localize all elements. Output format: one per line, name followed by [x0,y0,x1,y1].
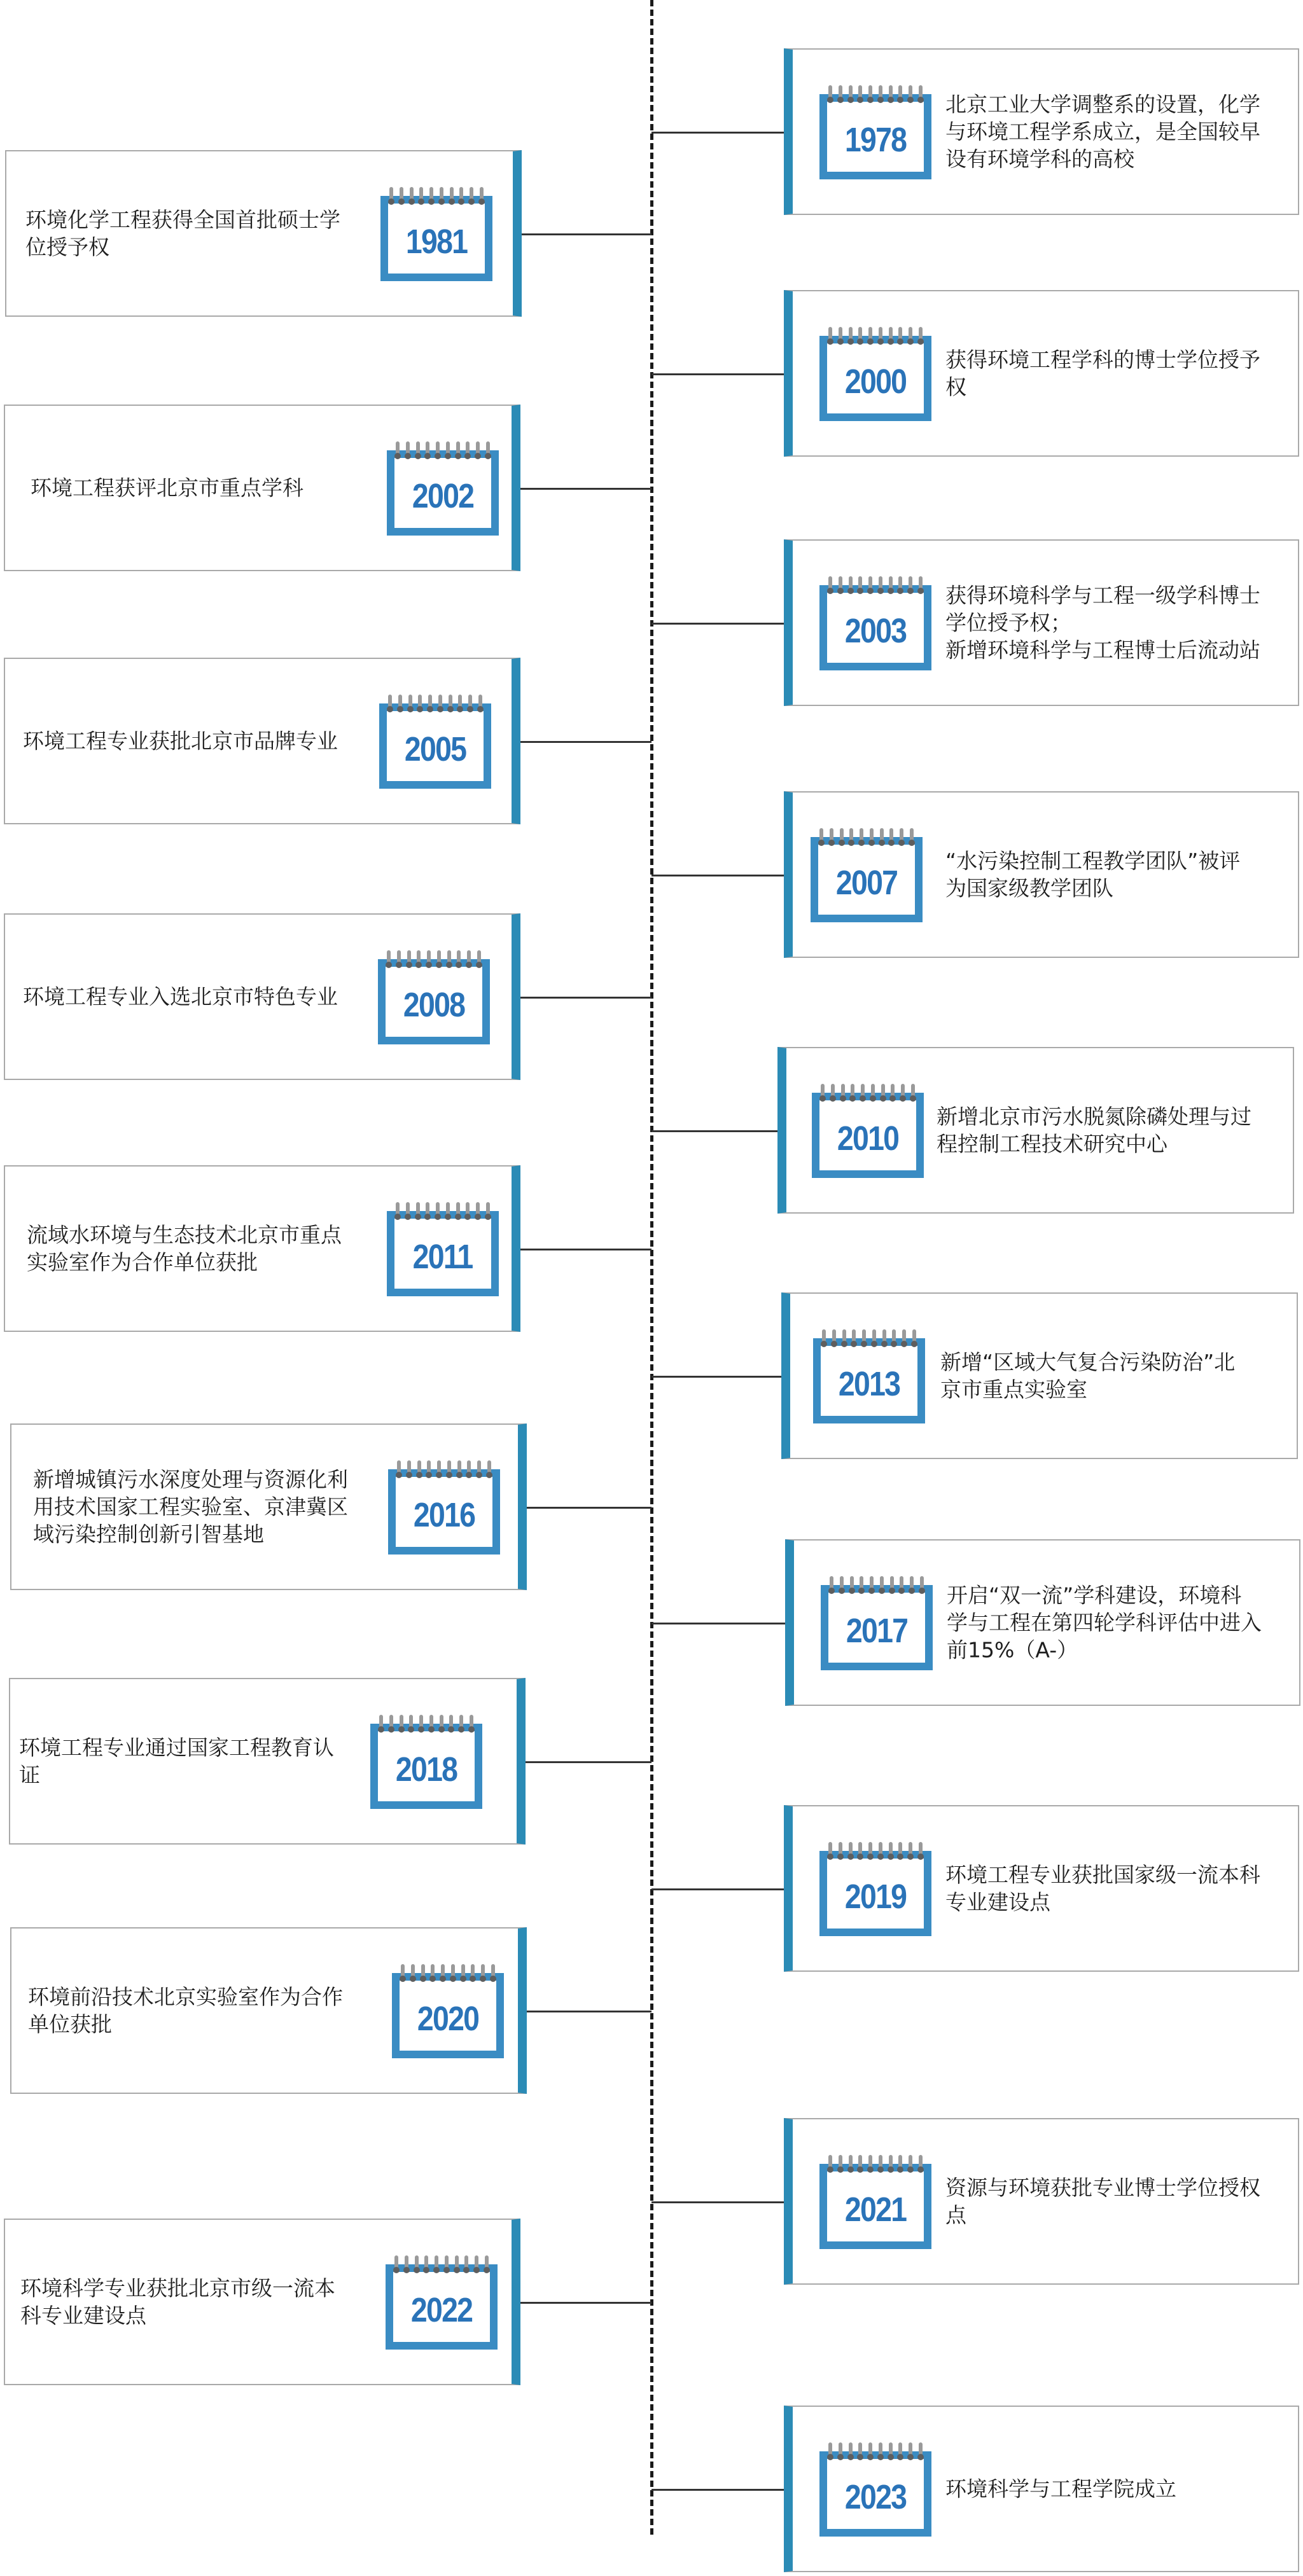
event-card-2017 [785,1539,1300,1706]
calendar-icon [392,1964,504,2058]
calendar-icon [378,950,490,1044]
event-description: 环境工程专业获批国家级一流本科 专业建设点 [945,1862,1260,1915]
event-card-2007 [784,791,1299,958]
calendar-icon [370,1715,482,1809]
calendar-icon [387,1202,499,1296]
event-description: 流域水环境与生态技术北京市重点 实验室作为合作单位获批 [27,1222,342,1275]
calendar-icon [388,1460,500,1555]
event-description: 新增城镇污水深度处理与资源化利 用技术国家工程实验室、京津冀区 域污染控制创新引智基地 [33,1467,348,1547]
event-card-2010 [777,1047,1294,1214]
calendar-icon [813,1329,925,1423]
event-card-2013 [781,1292,1298,1459]
connector-line [527,2011,652,2012]
event-year: 2007 [835,864,898,902]
calendar-icon [819,2442,931,2537]
event-year: 2003 [844,612,907,650]
event-description: 获得环境工程学科的博士学位授予 权 [945,347,1260,399]
event-description: 环境工程专业通过国家工程教育认 证 [19,1735,334,1787]
event-description: 开启“双一流”学科建设，环境科 学与工程在第四轮学科评估中进入 前15%（A-） [947,1582,1262,1663]
event-description: “水污染控制工程教学团队”被评 为国家级教学团队 [945,848,1241,901]
connector-line [652,1130,777,1132]
event-card-2002 [4,405,520,571]
event-card-2018 [9,1678,526,1845]
event-year: 2020 [417,2000,479,2038]
event-year: 1978 [844,121,907,159]
event-description: 环境工程专业获批北京市品牌专业 [23,728,338,754]
event-year: 2008 [403,986,465,1024]
connector-line [522,233,652,235]
event-card-1981 [5,150,522,317]
connector-line [520,741,652,743]
calendar-icon [379,695,491,789]
event-year: 2000 [844,363,907,401]
event-description: 获得环境科学与工程一级学科博士 学位授予权； 新增环境科学与工程博士后流动站 [945,583,1260,663]
event-year: 2018 [395,1750,457,1789]
connector-line [652,132,784,134]
connector-line [652,1888,784,1890]
event-year: 2022 [410,2291,473,2329]
connector-line [652,1623,785,1624]
event-description: 北京工业大学调整系的设置，化学 与环境工程学系成立，是全国较早 设有环境学科的高校 [945,92,1260,172]
connector-line [652,2201,784,2203]
event-year: 2010 [837,1119,899,1158]
connector-line [520,2302,652,2304]
event-card-2022 [4,2219,520,2385]
event-card-1978 [784,48,1299,215]
calendar-icon [819,85,931,179]
event-card-2020 [10,1927,527,2094]
event-description: 环境科学与工程学院成立 [945,2476,1176,2502]
calendar-icon [811,828,923,922]
event-year: 2002 [412,477,474,515]
event-year: 2019 [844,1878,907,1916]
event-year: 2011 [413,1238,473,1276]
event-card-2003 [784,539,1299,706]
event-card-2011 [4,1165,520,1332]
connector-line [652,2489,784,2491]
connector-line [652,1376,781,1378]
calendar-icon [387,441,499,536]
calendar-icon [819,1842,931,1936]
event-description: 新增北京市污水脱氮除磷处理与过 程控制工程技术研究中心 [937,1104,1251,1156]
event-year: 2017 [846,1612,908,1650]
event-card-2016 [10,1423,527,1590]
calendar-icon [821,1576,933,1670]
event-year: 2005 [404,730,466,768]
connector-line [527,1507,652,1509]
event-description: 资源与环境获批专业博士学位授权 点 [945,2175,1260,2227]
event-card-2023 [784,2406,1299,2572]
calendar-icon [380,187,492,281]
event-year: 1981 [405,223,468,261]
event-card-2008 [4,913,520,1080]
calendar-icon [386,2255,498,2350]
connector-line [652,623,784,625]
event-description: 环境前沿技术北京实验室作为合作 单位获批 [28,1984,343,2037]
event-year: 2021 [844,2191,907,2229]
connector-line [526,1761,652,1763]
connector-line [520,1249,652,1250]
event-description: 环境工程专业入选北京市特色专业 [23,984,338,1009]
connector-line [520,997,652,999]
calendar-icon [819,2155,931,2249]
event-year: 2013 [838,1365,900,1403]
event-description: 新增“区域大气复合污染防治”北 京市重点实验室 [940,1350,1236,1402]
calendar-icon [812,1084,924,1178]
timeline-spine [650,0,653,2535]
event-card-2000 [784,290,1299,457]
event-description: 环境工程获评北京市重点学科 [31,475,303,501]
event-card-2019 [784,1805,1299,1972]
event-description: 环境化学工程获得全国首批硕士学 位授予权 [25,207,340,260]
connector-line [652,373,784,375]
event-description: 环境科学专业获批北京市级一流本 科专业建设点 [20,2276,335,2328]
event-card-2005 [4,658,520,824]
connector-line [520,488,652,490]
calendar-icon [819,327,931,421]
event-year: 2023 [844,2478,907,2516]
calendar-icon [819,576,931,670]
event-card-2021 [784,2118,1299,2285]
connector-line [652,875,784,876]
event-year: 2016 [413,1496,475,1534]
